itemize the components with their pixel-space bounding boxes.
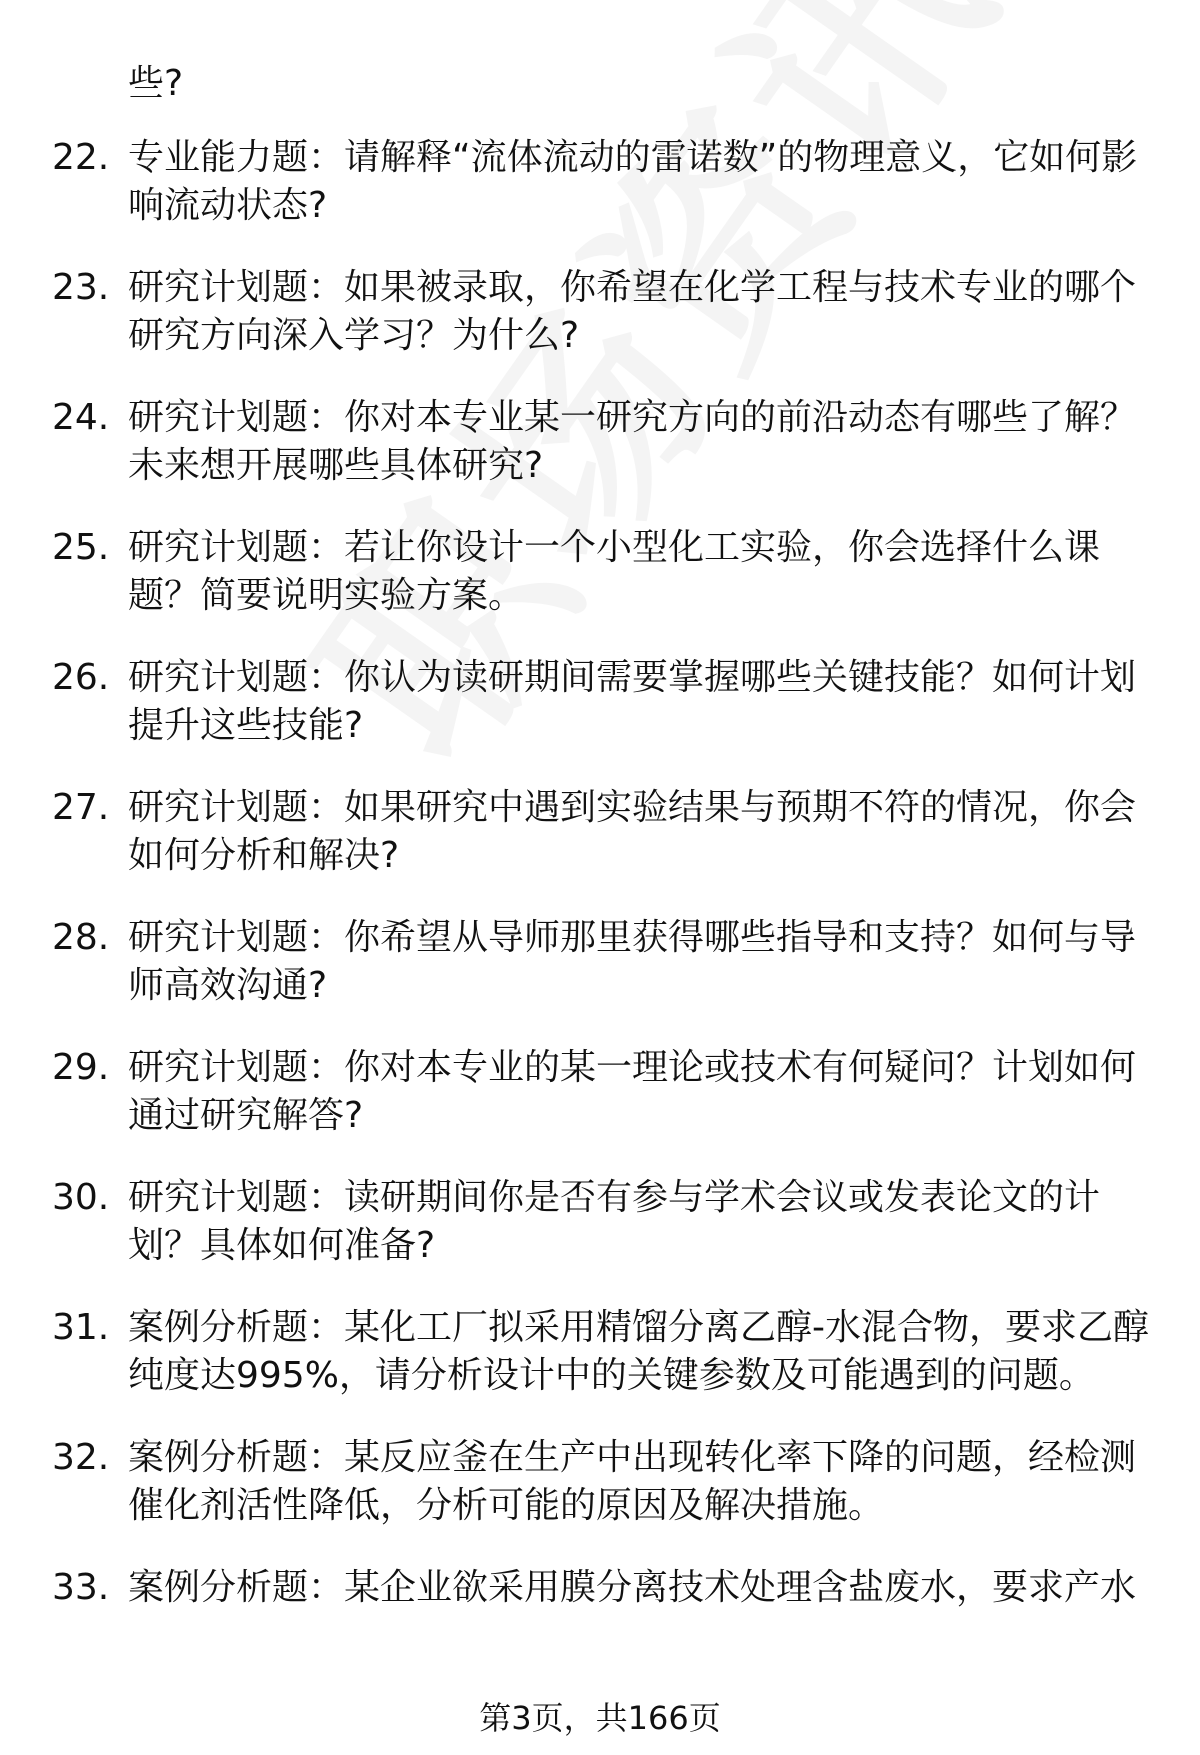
question-text: 研究计划题：如果研究中遇到实验结果与预期不符的情况，你会如何分析和解决? — [128, 787, 1137, 876]
question-text: 研究计划题：你对本专业某一研究方向的前沿动态有哪些了解？未来想开展哪些具体研究? — [128, 397, 1137, 486]
question-number: 25. — [52, 527, 110, 568]
question-text: 研究计划题：读研期间你是否有参与学术会议或发表论文的计划？具体如何准备? — [128, 1177, 1101, 1266]
question-item — [0, 1564, 1200, 1694]
question-number: 26. — [52, 657, 110, 698]
question-item — [0, 1304, 1200, 1434]
question-text: 专业能力题：请解释“流体流动的雷诺数”的物理意义，它如何影响流动状态? — [128, 137, 1138, 226]
question-item — [0, 1174, 1200, 1304]
question-number: 31. — [52, 1307, 110, 1348]
question-number: 28. — [52, 917, 110, 958]
question-item — [0, 914, 1200, 1044]
question-text: 案例分析题：某企业欲采用膜分离技术处理含盐废水，要求产水 — [128, 1567, 1137, 1608]
question-item — [0, 654, 1200, 784]
question-number: 22. — [52, 137, 110, 178]
question-text: 案例分析题：某反应釜在生产中出现转化率下降的问题，经检测催化剂活性降低，分析可能的原因及解决措施。 — [128, 1437, 1137, 1526]
question-item — [0, 134, 1200, 264]
page-footer: 第3页，共166页 — [479, 1699, 721, 1737]
question-text: 研究计划题：若让你设计一个小型化工实验，你会选择什么课题？简要说明实验方案。 — [128, 527, 1101, 616]
question-item — [0, 1044, 1200, 1174]
question-item — [0, 784, 1200, 914]
question-item — [0, 264, 1200, 394]
question-number: 30. — [52, 1177, 110, 1218]
question-number: 24. — [52, 397, 110, 438]
question-item — [0, 394, 1200, 524]
question-text: 研究计划题：如果被录取，你希望在化学工程与技术专业的哪个研究方向深入学习？为什么? — [128, 267, 1137, 356]
question-number: 29. — [52, 1047, 110, 1088]
question-number: 32. — [52, 1437, 110, 1478]
question-text: 案例分析题：某化工厂拟采用精馏分离乙醇-水混合物，要求乙醇纯度达995%，请分析设计中的关键参数及可能遇到的问题。 — [128, 1307, 1149, 1396]
continuation-text: 些? — [128, 63, 184, 104]
question-item — [0, 524, 1200, 654]
question-number: 33. — [52, 1567, 110, 1608]
question-text: 研究计划题：你希望从导师那里获得哪些指导和支持？如何与导师高效沟通? — [128, 917, 1137, 1006]
question-number: 23. — [52, 267, 110, 308]
question-item — [0, 1434, 1200, 1564]
question-text: 研究计划题：你对本专业的某一理论或技术有何疑问？计划如何通过研究解答? — [128, 1047, 1137, 1136]
question-text: 研究计划题：你认为读研期间需要掌握哪些关键技能？如何计划提升这些技能? — [128, 657, 1137, 746]
question-list — [0, 134, 1200, 1694]
question-number: 27. — [52, 787, 110, 828]
